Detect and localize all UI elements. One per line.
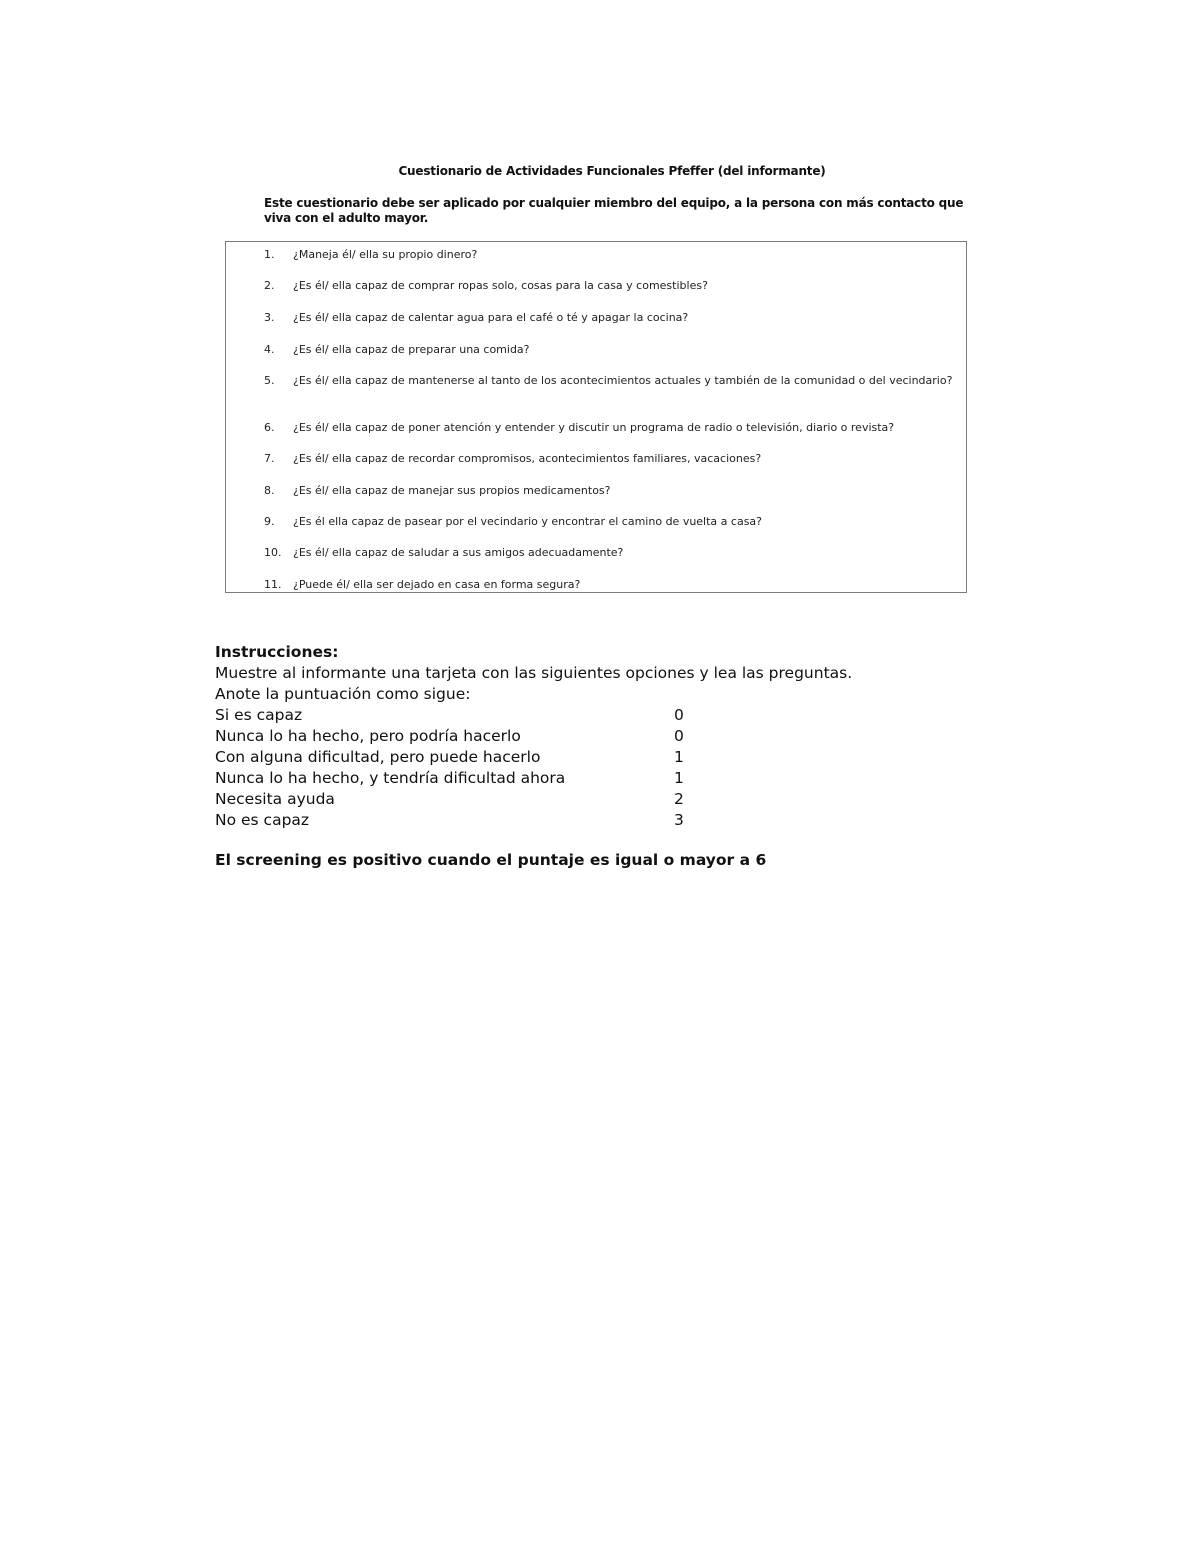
question-text: ¿Es él/ ella capaz de poner atención y entender y discutir un programa de radio o televisión, diario o revista?: [293, 421, 895, 434]
question-item: [264, 247, 961, 262]
question-item: [264, 420, 961, 435]
score-label: Si es capaz: [215, 706, 303, 724]
question-item: [264, 577, 961, 592]
score-label: Nunca lo ha hecho, y tendría dificultad ahora: [215, 769, 566, 787]
question-text: ¿Es él/ ella capaz de saludar a sus amigos adecuadamente?: [293, 546, 624, 559]
question-number: 3.: [264, 311, 275, 324]
score-row: [215, 810, 915, 831]
score-value: 1: [674, 769, 684, 787]
question-number: 9.: [264, 515, 275, 528]
score-row: [215, 789, 915, 810]
question-text: ¿Maneja él/ ella su propio dinero?: [293, 248, 478, 261]
question-item: [264, 310, 961, 325]
score-row: [215, 705, 915, 726]
score-label: No es capaz: [215, 811, 310, 829]
question-number: 1.: [264, 248, 275, 261]
question-number: 10.: [264, 546, 282, 559]
question-number: 2.: [264, 279, 275, 292]
question-text: ¿Es él/ ella capaz de calentar agua para el café o té y apagar la cocina?: [293, 311, 689, 324]
score-row: [215, 726, 915, 747]
question-number: 6.: [264, 421, 275, 434]
score-value: 3: [674, 811, 684, 829]
instructions-line: Muestre al informante una tarjeta con las siguientes opciones y lea las preguntas.: [215, 664, 853, 682]
question-item: [264, 545, 961, 560]
score-row: [215, 768, 915, 789]
question-text: ¿Es él/ ella capaz de mantenerse al tanto de los acontecimientos actuales y también de la comunidad o del vecindario?: [293, 374, 953, 387]
question-text: ¿Es él/ ella capaz de manejar sus propios medicamentos?: [293, 484, 611, 497]
question-text: ¿Puede él/ ella ser dejado en casa en forma segura?: [293, 578, 581, 591]
question-number: 7.: [264, 452, 275, 465]
question-item: [264, 483, 961, 498]
question-item: [264, 514, 961, 529]
questions-box: [225, 241, 967, 593]
instructions-heading: Instrucciones:: [215, 643, 339, 661]
score-label: Con alguna dificultad, pero puede hacerlo: [215, 748, 541, 766]
instructions-section: [215, 642, 915, 831]
question-number: 5.: [264, 374, 275, 387]
question-number: 11.: [264, 578, 282, 591]
score-value: 0: [674, 727, 684, 745]
intro-text: Este cuestionario debe ser aplicado por cualquier miembro del equipo, a la persona con más contacto que viva con el adulto mayor.: [264, 196, 964, 225]
conclusion-text: El screening es positivo cuando el puntaje es igual o mayor a 6: [215, 851, 767, 869]
question-text: ¿Es él/ ella capaz de comprar ropas solo, cosas para la casa y comestibles?: [293, 279, 708, 292]
question-item: [264, 342, 961, 357]
score-value: 2: [674, 790, 684, 808]
question-text: ¿Es él ella capaz de pasear por el vecindario y encontrar el camino de vuelta a casa?: [293, 515, 763, 528]
question-number: 8.: [264, 484, 275, 497]
score-row: [215, 747, 915, 768]
question-text: ¿Es él/ ella capaz de preparar una comida?: [293, 343, 530, 356]
score-value: 0: [674, 706, 684, 724]
instructions-line: Anote la puntuación como sigue:: [215, 685, 471, 703]
question-text: ¿Es él/ ella capaz de recordar compromisos, acontecimientos familiares, vacaciones?: [293, 452, 762, 465]
score-label: Necesita ayuda: [215, 790, 335, 808]
question-item: [264, 451, 961, 466]
score-value: 1: [674, 748, 684, 766]
question-item: [264, 278, 961, 293]
document-title: Cuestionario de Actividades Funcionales Pfeffer (del informante): [398, 164, 826, 178]
question-number: 4.: [264, 343, 275, 356]
score-label: Nunca lo ha hecho, pero podría hacerlo: [215, 727, 521, 745]
question-item: [264, 373, 961, 388]
